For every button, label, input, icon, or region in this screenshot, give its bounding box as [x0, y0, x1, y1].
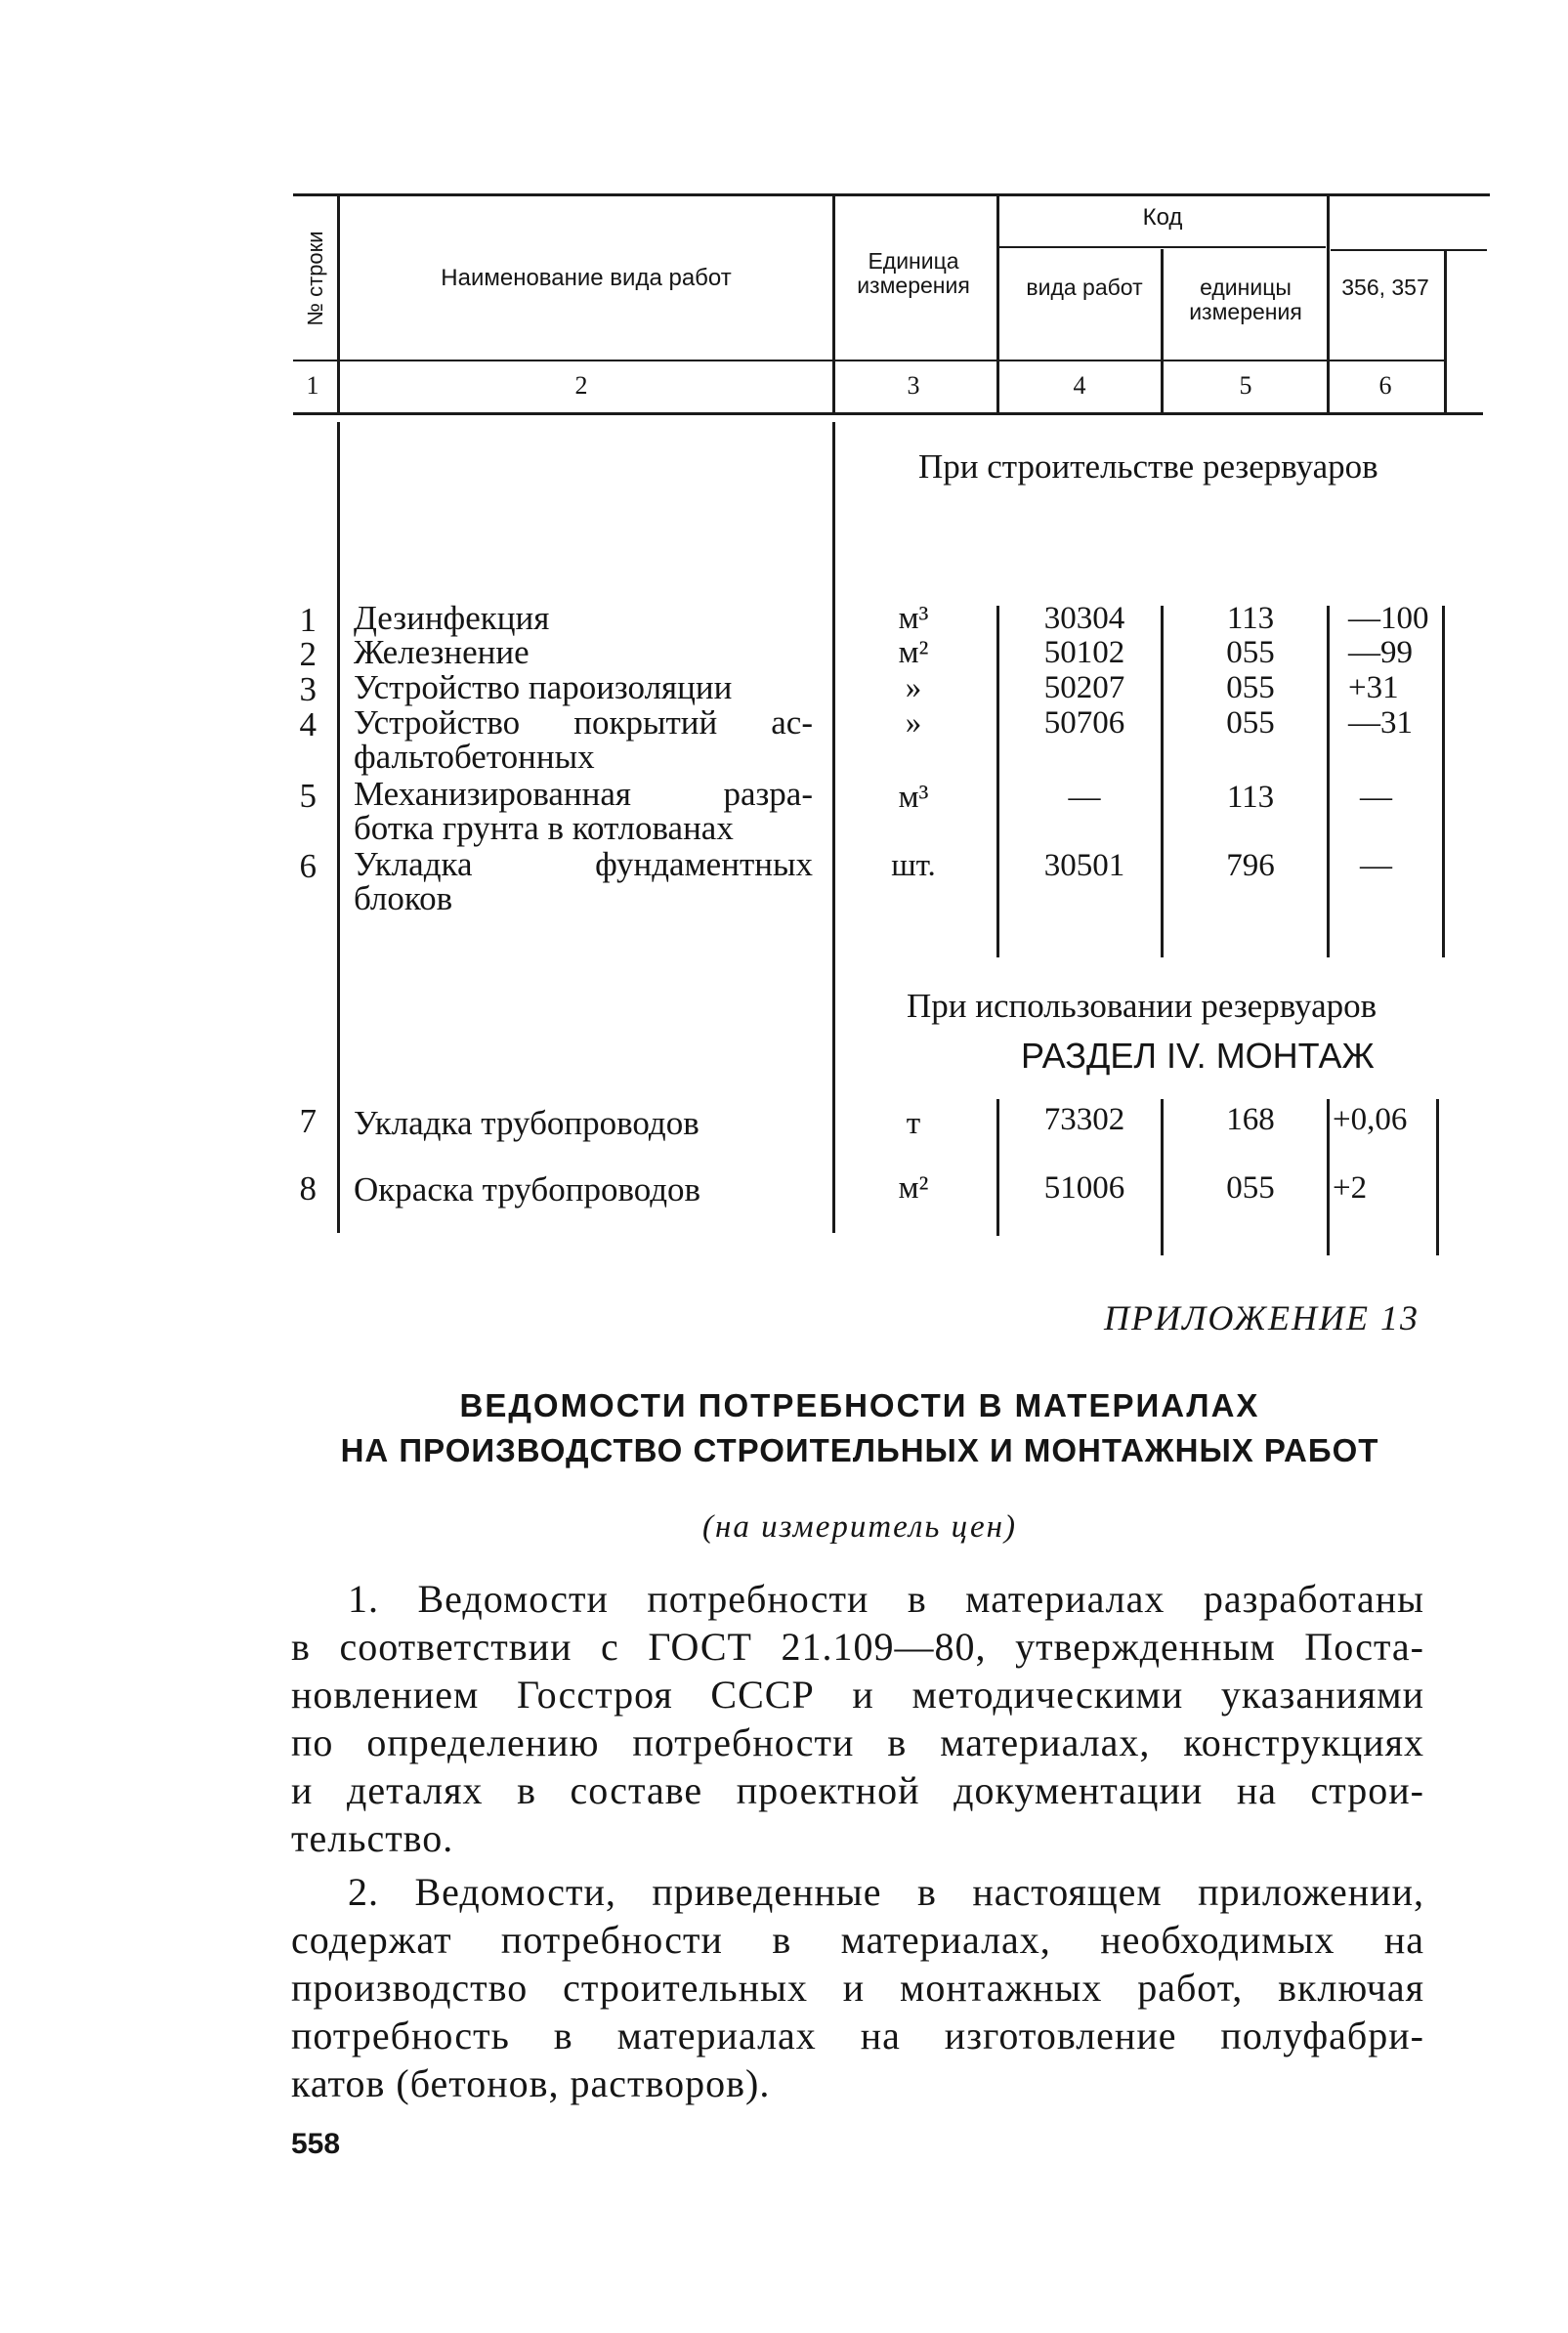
header-vline	[832, 195, 835, 412]
header-vline	[1161, 249, 1164, 412]
unit-cell: шт.	[891, 848, 936, 883]
header-code: Код	[1142, 204, 1183, 231]
paragraph-line: потребность в материалах на изготовление полуфабри-	[291, 2014, 1424, 2057]
column-number: 2	[574, 371, 588, 400]
unit-code-cell: 113	[1226, 780, 1275, 815]
work-name-cont: блоков	[354, 879, 453, 917]
body-vline	[996, 606, 999, 957]
work-code-cell: —	[1068, 780, 1101, 815]
paragraph-line: производство строительных и монтажных работ, включая	[291, 1966, 1424, 2010]
header-col6: 356, 357	[1341, 275, 1429, 300]
header-vline	[1444, 249, 1447, 412]
row-number: 2	[299, 635, 317, 673]
work-name: Дезинфекция	[354, 599, 550, 637]
row-number: 4	[299, 705, 317, 743]
row-number: 7	[299, 1102, 317, 1140]
column-number: 3	[907, 371, 920, 400]
appendix-label: ПРИЛОЖЕНИЕ 13	[1104, 1298, 1420, 1337]
paragraph-line: по определению потребности в материалах, конструкциях	[291, 1720, 1424, 1764]
page-number: 558	[291, 2128, 341, 2160]
unit-code-cell: 168	[1226, 1102, 1275, 1137]
work-name-cont: ботка грунта в котлованах	[354, 809, 734, 847]
paragraph-line: и деталях в составе проектной документации на строи-	[291, 1768, 1424, 1812]
work-name: Устройство пароизоляции	[354, 668, 733, 706]
unit-code-cell: 055	[1226, 635, 1275, 670]
col6-cell: —31	[1348, 705, 1413, 741]
unit-code-cell: 055	[1226, 670, 1275, 705]
document-title-line2: НА ПРОИЗВОДСТВО СТРОИТЕЛЬНЫХ И МОНТАЖНЫХ РАБОТ	[340, 1432, 1379, 1468]
paragraph-line: содержат потребности в материалах, необходимых на	[291, 1918, 1424, 1962]
row-number: 5	[299, 777, 317, 815]
unit-cell: »	[905, 670, 922, 705]
col6-cell: —	[1360, 780, 1392, 815]
work-name: Механизированная разра-	[354, 775, 813, 813]
work-code-cell: 51006	[1043, 1170, 1125, 1206]
section-heading-razdel: РАЗДЕЛ IV. МОНТАЖ	[1021, 1036, 1375, 1076]
body-vline	[337, 422, 340, 1233]
work-code-cell: 50706	[1043, 705, 1125, 741]
code-group-rule	[998, 246, 1326, 248]
row-number: 1	[299, 601, 317, 639]
unit-code-cell: 796	[1226, 848, 1275, 883]
body-vline	[832, 422, 835, 1233]
header-code-unit: единицы измерения	[1189, 275, 1302, 324]
paragraph-1	[291, 1575, 1424, 1862]
col6-cell: +0,06	[1333, 1102, 1408, 1137]
header-row-number: № строки	[303, 231, 327, 326]
section-heading: При использовании резервуаров	[907, 987, 1377, 1025]
paragraph-line: катов (бетонов, растворов).	[291, 2061, 771, 2105]
paragraph-line: новлением Госстроя СССР и методическими указаниями	[291, 1673, 1424, 1717]
row-number: 6	[299, 847, 317, 885]
work-code-cell: 73302	[1043, 1102, 1125, 1137]
colnum-bottom-rule	[293, 412, 1483, 415]
unit-code-cell: 055	[1226, 705, 1275, 741]
paragraph-line: 1. Ведомости потребности в материалах разработаны	[348, 1577, 1424, 1621]
unit-code-cell: 113	[1226, 601, 1275, 636]
paragraph-line: 2. Ведомости, приведенные в настоящем приложении,	[348, 1870, 1424, 1914]
unit-cell: м³	[898, 601, 929, 636]
col6-cell: +2	[1333, 1170, 1368, 1206]
unit-cell: »	[905, 705, 922, 741]
row-number: 8	[299, 1169, 317, 1208]
header-vline	[1327, 195, 1330, 412]
work-code-cell: 50207	[1043, 670, 1125, 705]
work-name: Устройство покрытий ас-	[354, 703, 813, 742]
column-number: 4	[1073, 371, 1086, 400]
work-name: Укладка трубопроводов	[354, 1104, 699, 1142]
work-name: Железнение	[354, 633, 530, 671]
body-vline	[996, 1099, 999, 1236]
document-subtitle: (на измеритель цен)	[701, 1509, 1017, 1545]
unit-cell: т	[906, 1106, 921, 1141]
col6-cell: +31	[1348, 670, 1399, 705]
work-name: Укладка фундаментных	[354, 845, 813, 883]
header-vline	[996, 195, 999, 412]
code-group-rule-right	[1331, 249, 1487, 251]
col6-cell: —99	[1348, 635, 1413, 670]
paragraph-2	[291, 1868, 1424, 2107]
col6-cell: —	[1360, 848, 1392, 883]
section-heading: При строительстве резервуаров	[918, 447, 1378, 486]
header-bottom-rule	[293, 360, 1446, 361]
row-number: 3	[299, 670, 317, 708]
work-name: Окраска трубопроводов	[354, 1170, 701, 1209]
unit-cell: м³	[898, 780, 929, 815]
unit-cell: м²	[898, 635, 929, 670]
column-number: 5	[1239, 371, 1252, 400]
header-top-rule	[293, 193, 1490, 196]
header-unit: Единица измерения	[857, 248, 970, 298]
column-number: 1	[306, 371, 319, 400]
work-code-cell: 30501	[1043, 848, 1125, 883]
work-code-cell: 30304	[1043, 601, 1125, 636]
col6-cell: —100	[1348, 601, 1429, 636]
paragraph-line: тельство.	[291, 1816, 454, 1860]
work-name-cont: фальтобетонных	[354, 738, 595, 776]
column-number: 6	[1378, 371, 1392, 400]
header-vline	[337, 195, 340, 412]
unit-code-cell: 055	[1226, 1170, 1275, 1206]
header-code-work: вида работ	[1026, 275, 1143, 300]
document-title-line1: ВЕДОМОСТИ ПОТРЕБНОСТИ В МАТЕРИАЛАХ	[459, 1387, 1260, 1423]
paragraph-line: в соответствии с ГОСТ 21.109—80, утвержденным Поста-	[291, 1625, 1424, 1669]
work-code-cell: 50102	[1043, 635, 1125, 670]
header-work-name: Наименование вида работ	[441, 265, 732, 291]
unit-cell: м²	[898, 1170, 929, 1206]
